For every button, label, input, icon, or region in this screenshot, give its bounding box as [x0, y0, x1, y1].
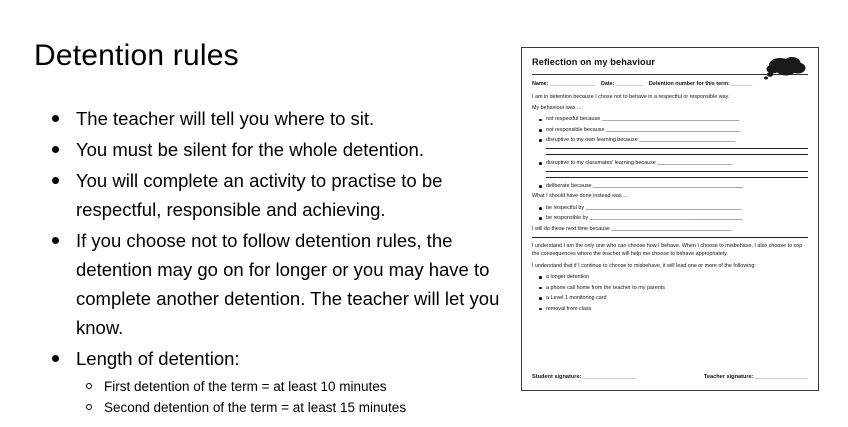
- list-item: [44, 344, 514, 418]
- sub-list: [76, 376, 514, 418]
- write-line: [546, 177, 808, 178]
- thought-cloud-icon: [763, 54, 809, 80]
- list-item: be respectful by ____________________________________________________: [546, 205, 808, 212]
- list-item: a phone call home from the teacher to my parents: [546, 285, 808, 292]
- student-signature-label: Student signature: _________________: [532, 374, 636, 381]
- list-item: disruptive to my classmates' learning because _________________________: [546, 160, 808, 167]
- teacher-signature-label: Teacher signature: _________________: [703, 374, 808, 381]
- understanding-paragraph-1: I understand I am the only one who can choose how I behave. When I choose to misbehave, I also choose to cop the consequences where the teacher will help me choose to behave appropriately.: [532, 243, 803, 258]
- intro-text: I am in detention because I chose not to behave in a respectful or responsible way.: [532, 93, 730, 100]
- write-line: [546, 148, 808, 149]
- detention-number-field-label: Detention number for this term: _______: [648, 81, 753, 88]
- name-field-label: Name: _______________: [532, 81, 595, 88]
- date-field-label: Date: _________: [600, 81, 643, 88]
- write-line: [532, 237, 808, 238]
- signature-row: [532, 374, 808, 382]
- write-line: [546, 154, 808, 155]
- list-item: disruptive to my own learning because ________________________________: [546, 137, 808, 144]
- behaviour-options-cont: [532, 160, 808, 167]
- sub-list-item: [76, 397, 514, 418]
- sub-list-item: [76, 376, 514, 397]
- behaviour-options-cont2: [532, 183, 808, 190]
- reflection-worksheet-image: [521, 47, 819, 391]
- next-time-line: I will do these next time because ________________________________________: [532, 225, 732, 232]
- list-item: a longer detention: [546, 274, 808, 281]
- behaviour-heading: My behaviour was ...: [532, 105, 582, 112]
- bullet-text: The teacher will tell you where to sit.: [76, 108, 375, 129]
- list-item: not responsible because _____________________________________________: [546, 127, 808, 134]
- list-item: a Level 1 monitoring card: [546, 295, 808, 302]
- identity-row: [532, 81, 808, 88]
- worksheet-title: Reflection on my behaviour: [532, 57, 656, 67]
- should-have-options: [532, 205, 808, 223]
- list-item: removal from class: [546, 306, 808, 313]
- behaviour-options: [532, 116, 808, 144]
- list-item: [44, 135, 514, 164]
- write-line: [546, 171, 808, 172]
- sub-bullet-text: Second detention of the term = at least 15 minutes: [104, 400, 407, 415]
- list-item: deliberate because __________________________________________________: [546, 183, 808, 190]
- rules-list: [44, 104, 514, 420]
- bullet-text: If you choose not to follow detention rules, the detention may go on for longer or you may have to complete another detention. The teacher will let you know.: [76, 230, 500, 338]
- list-item: be responsible by ___________________________________________________: [546, 215, 808, 222]
- bullet-text: You will complete an activity to practise to be respectful, responsible and achieving.: [76, 170, 443, 220]
- understanding-paragraph-2: I understand that if I continue to choose to misbehave, it will lead one or more of the following:: [532, 262, 756, 269]
- consequences-list: [532, 274, 808, 313]
- should-have-heading: What I should have done instead was ...: [532, 193, 628, 200]
- sub-bullet-text: First detention of the term = at least 10 minutes: [104, 379, 387, 394]
- list-item: [44, 166, 514, 224]
- bullet-text: Length of detention:: [76, 348, 240, 369]
- bullet-text: You must be silent for the whole detention.: [76, 139, 424, 160]
- page-title: Detention rules: [34, 39, 239, 72]
- list-item: not respectful because ______________________________________________: [546, 116, 808, 123]
- list-item: [44, 226, 514, 342]
- list-item: [44, 104, 514, 133]
